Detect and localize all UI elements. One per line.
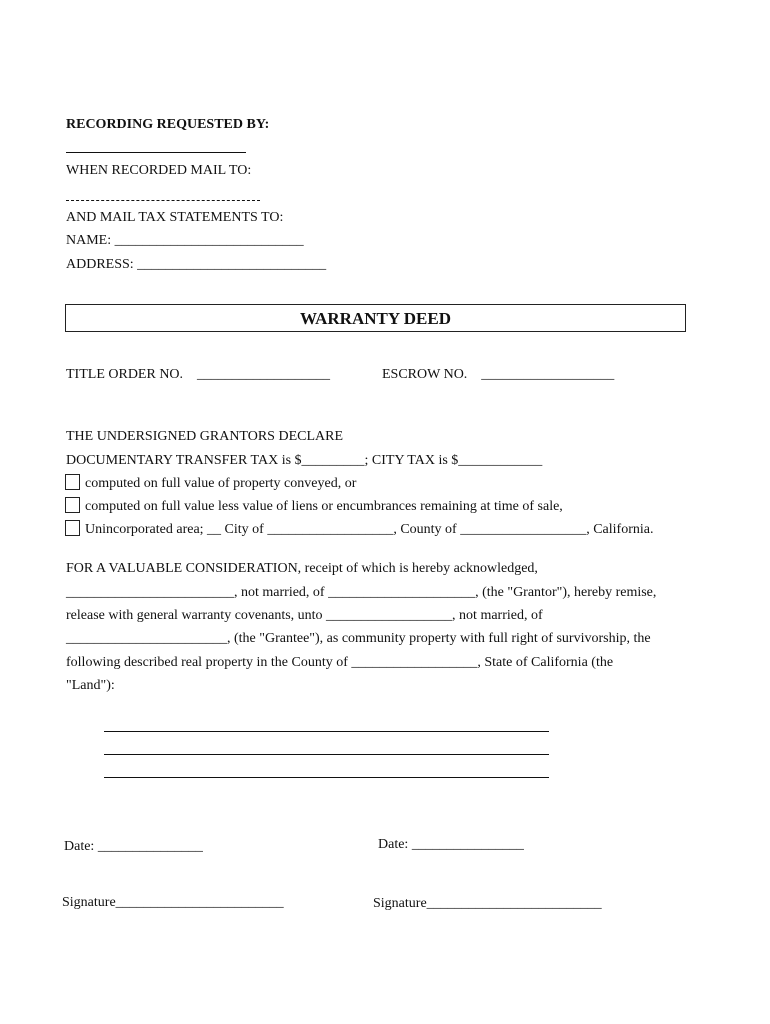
full-value-checkbox[interactable] xyxy=(65,474,80,490)
mail-tax-label: AND MAIL TAX STATEMENTS TO: xyxy=(66,210,284,225)
land-description-line[interactable] xyxy=(104,731,549,732)
unincorporated-checkbox[interactable] xyxy=(65,520,80,536)
signature-left-field[interactable]: Signature________________________ xyxy=(62,895,284,910)
name-field[interactable]: NAME: ___________________________ xyxy=(66,233,304,248)
body-line: _______________________, (the "Grantee"), as community property with full right of survivorship, the xyxy=(66,631,651,646)
tax-declare-line: THE UNDERSIGNED GRANTORS DECLARE xyxy=(66,429,344,444)
body-line: release with general warranty covenants, unto __________________, not married, of xyxy=(66,608,543,623)
full-value-option-label: computed on full value of property conveyed, or xyxy=(85,476,357,491)
body-line: ________________________, not married, of _____________________, (the "Grantor"), hereby remise, xyxy=(66,585,657,600)
land-description-line[interactable] xyxy=(104,777,549,778)
escrow-field[interactable]: ESCROW NO. ___________________ xyxy=(382,367,615,382)
recording-requested-line[interactable] xyxy=(66,152,246,153)
mail-to-line[interactable] xyxy=(66,200,260,201)
body-line: following described real property in the County of __________________, State of California (the xyxy=(66,655,614,670)
body-line: FOR A VALUABLE CONSIDERATION, receipt of which is hereby acknowledged, xyxy=(66,561,538,576)
date-right-field[interactable]: Date: ________________ xyxy=(378,837,524,852)
date-left-field[interactable]: Date: _______________ xyxy=(64,839,203,854)
title-order-field[interactable]: TITLE ORDER NO. ___________________ xyxy=(66,367,331,382)
address-field[interactable]: ADDRESS: ___________________________ xyxy=(66,257,327,272)
body-line: "Land"): xyxy=(66,678,115,693)
unincorporated-option-label: Unincorporated area; __ City of __________________, County of __________________, California. xyxy=(85,522,654,537)
less-liens-checkbox[interactable] xyxy=(65,497,80,513)
when-recorded-label: WHEN RECORDED MAIL TO: xyxy=(66,163,252,178)
signature-right-field[interactable]: Signature_________________________ xyxy=(373,896,602,911)
recording-requested-label: RECORDING REQUESTED BY: xyxy=(66,117,270,132)
less-liens-option-label: computed on full value less value of liens or encumbrances remaining at time of sale, xyxy=(85,499,563,514)
land-description-line[interactable] xyxy=(104,754,549,755)
transfer-tax-line[interactable]: DOCUMENTARY TRANSFER TAX is $_________; CITY TAX is $____________ xyxy=(66,453,543,468)
document-title: WARRANTY DEED xyxy=(65,304,686,332)
